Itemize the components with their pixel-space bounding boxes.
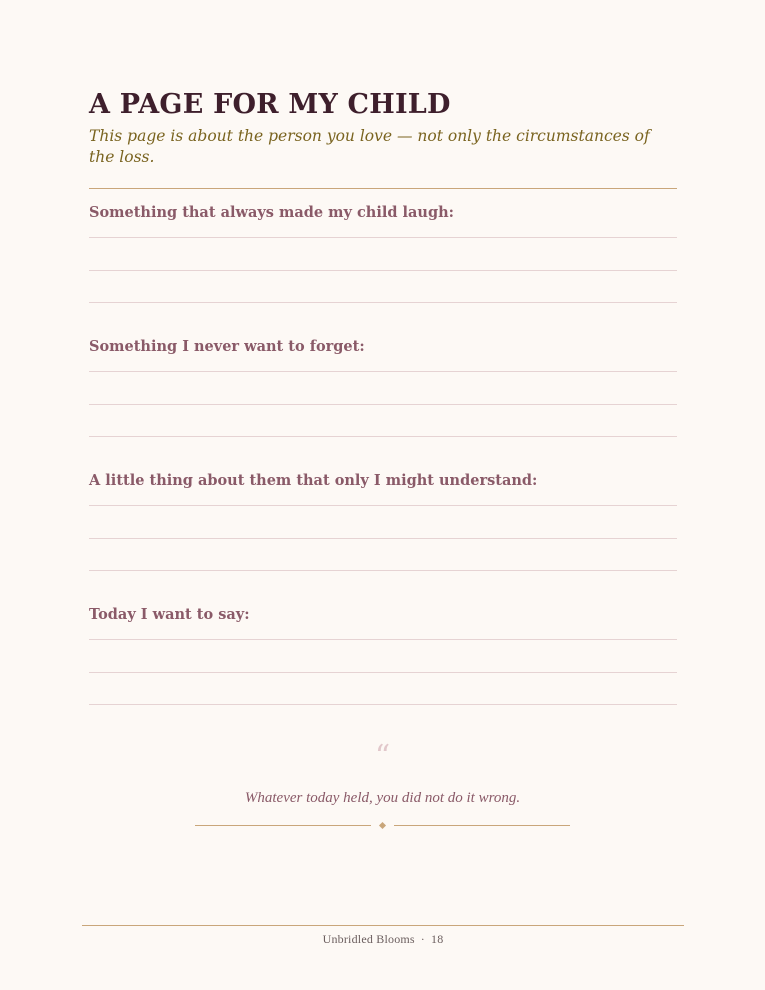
prompt-label: Something that always made my child laugh: bbox=[89, 204, 455, 221]
ornament-rule-left bbox=[195, 825, 371, 826]
prompt-never-forget bbox=[89, 337, 677, 437]
prompt-label: Today I want to say: bbox=[89, 606, 250, 623]
closing-quote bbox=[195, 739, 570, 832]
quote-mark-icon: “ bbox=[374, 739, 391, 774]
prompt-laugh bbox=[89, 203, 677, 303]
prompt-today bbox=[89, 605, 677, 705]
writing-line[interactable] bbox=[89, 538, 677, 539]
footer-separator: · bbox=[420, 932, 425, 946]
journal-page bbox=[89, 88, 677, 705]
page-footer bbox=[82, 931, 684, 947]
writing-line[interactable] bbox=[89, 302, 677, 303]
writing-line[interactable] bbox=[89, 505, 677, 506]
footer-book-title: Unbridled Blooms bbox=[322, 932, 415, 946]
writing-line[interactable] bbox=[89, 704, 677, 705]
ornament-rule-right bbox=[394, 825, 570, 826]
quote-text: Whatever today held, you did not do it wrong. bbox=[244, 790, 521, 806]
prompt-little-thing bbox=[89, 471, 677, 571]
footer-divider bbox=[82, 925, 684, 926]
prompt-label: Something I never want to forget: bbox=[89, 338, 365, 355]
page-number: 18 bbox=[431, 932, 444, 946]
prompt-label: A little thing about them that only I might understand: bbox=[89, 472, 538, 489]
page-subtitle: This page is about the person you love — not only the circumstances of the loss. bbox=[89, 127, 650, 166]
diamond-icon bbox=[379, 821, 386, 828]
writing-line[interactable] bbox=[89, 270, 677, 271]
ornament-divider bbox=[195, 820, 570, 832]
writing-line[interactable] bbox=[89, 404, 677, 405]
writing-line[interactable] bbox=[89, 237, 677, 238]
writing-line[interactable] bbox=[89, 371, 677, 372]
writing-line[interactable] bbox=[89, 639, 677, 640]
writing-line[interactable] bbox=[89, 570, 677, 571]
title-divider bbox=[89, 188, 677, 189]
writing-line[interactable] bbox=[89, 436, 677, 437]
page-title: A PAGE FOR MY CHILD bbox=[89, 89, 451, 120]
writing-line[interactable] bbox=[89, 672, 677, 673]
